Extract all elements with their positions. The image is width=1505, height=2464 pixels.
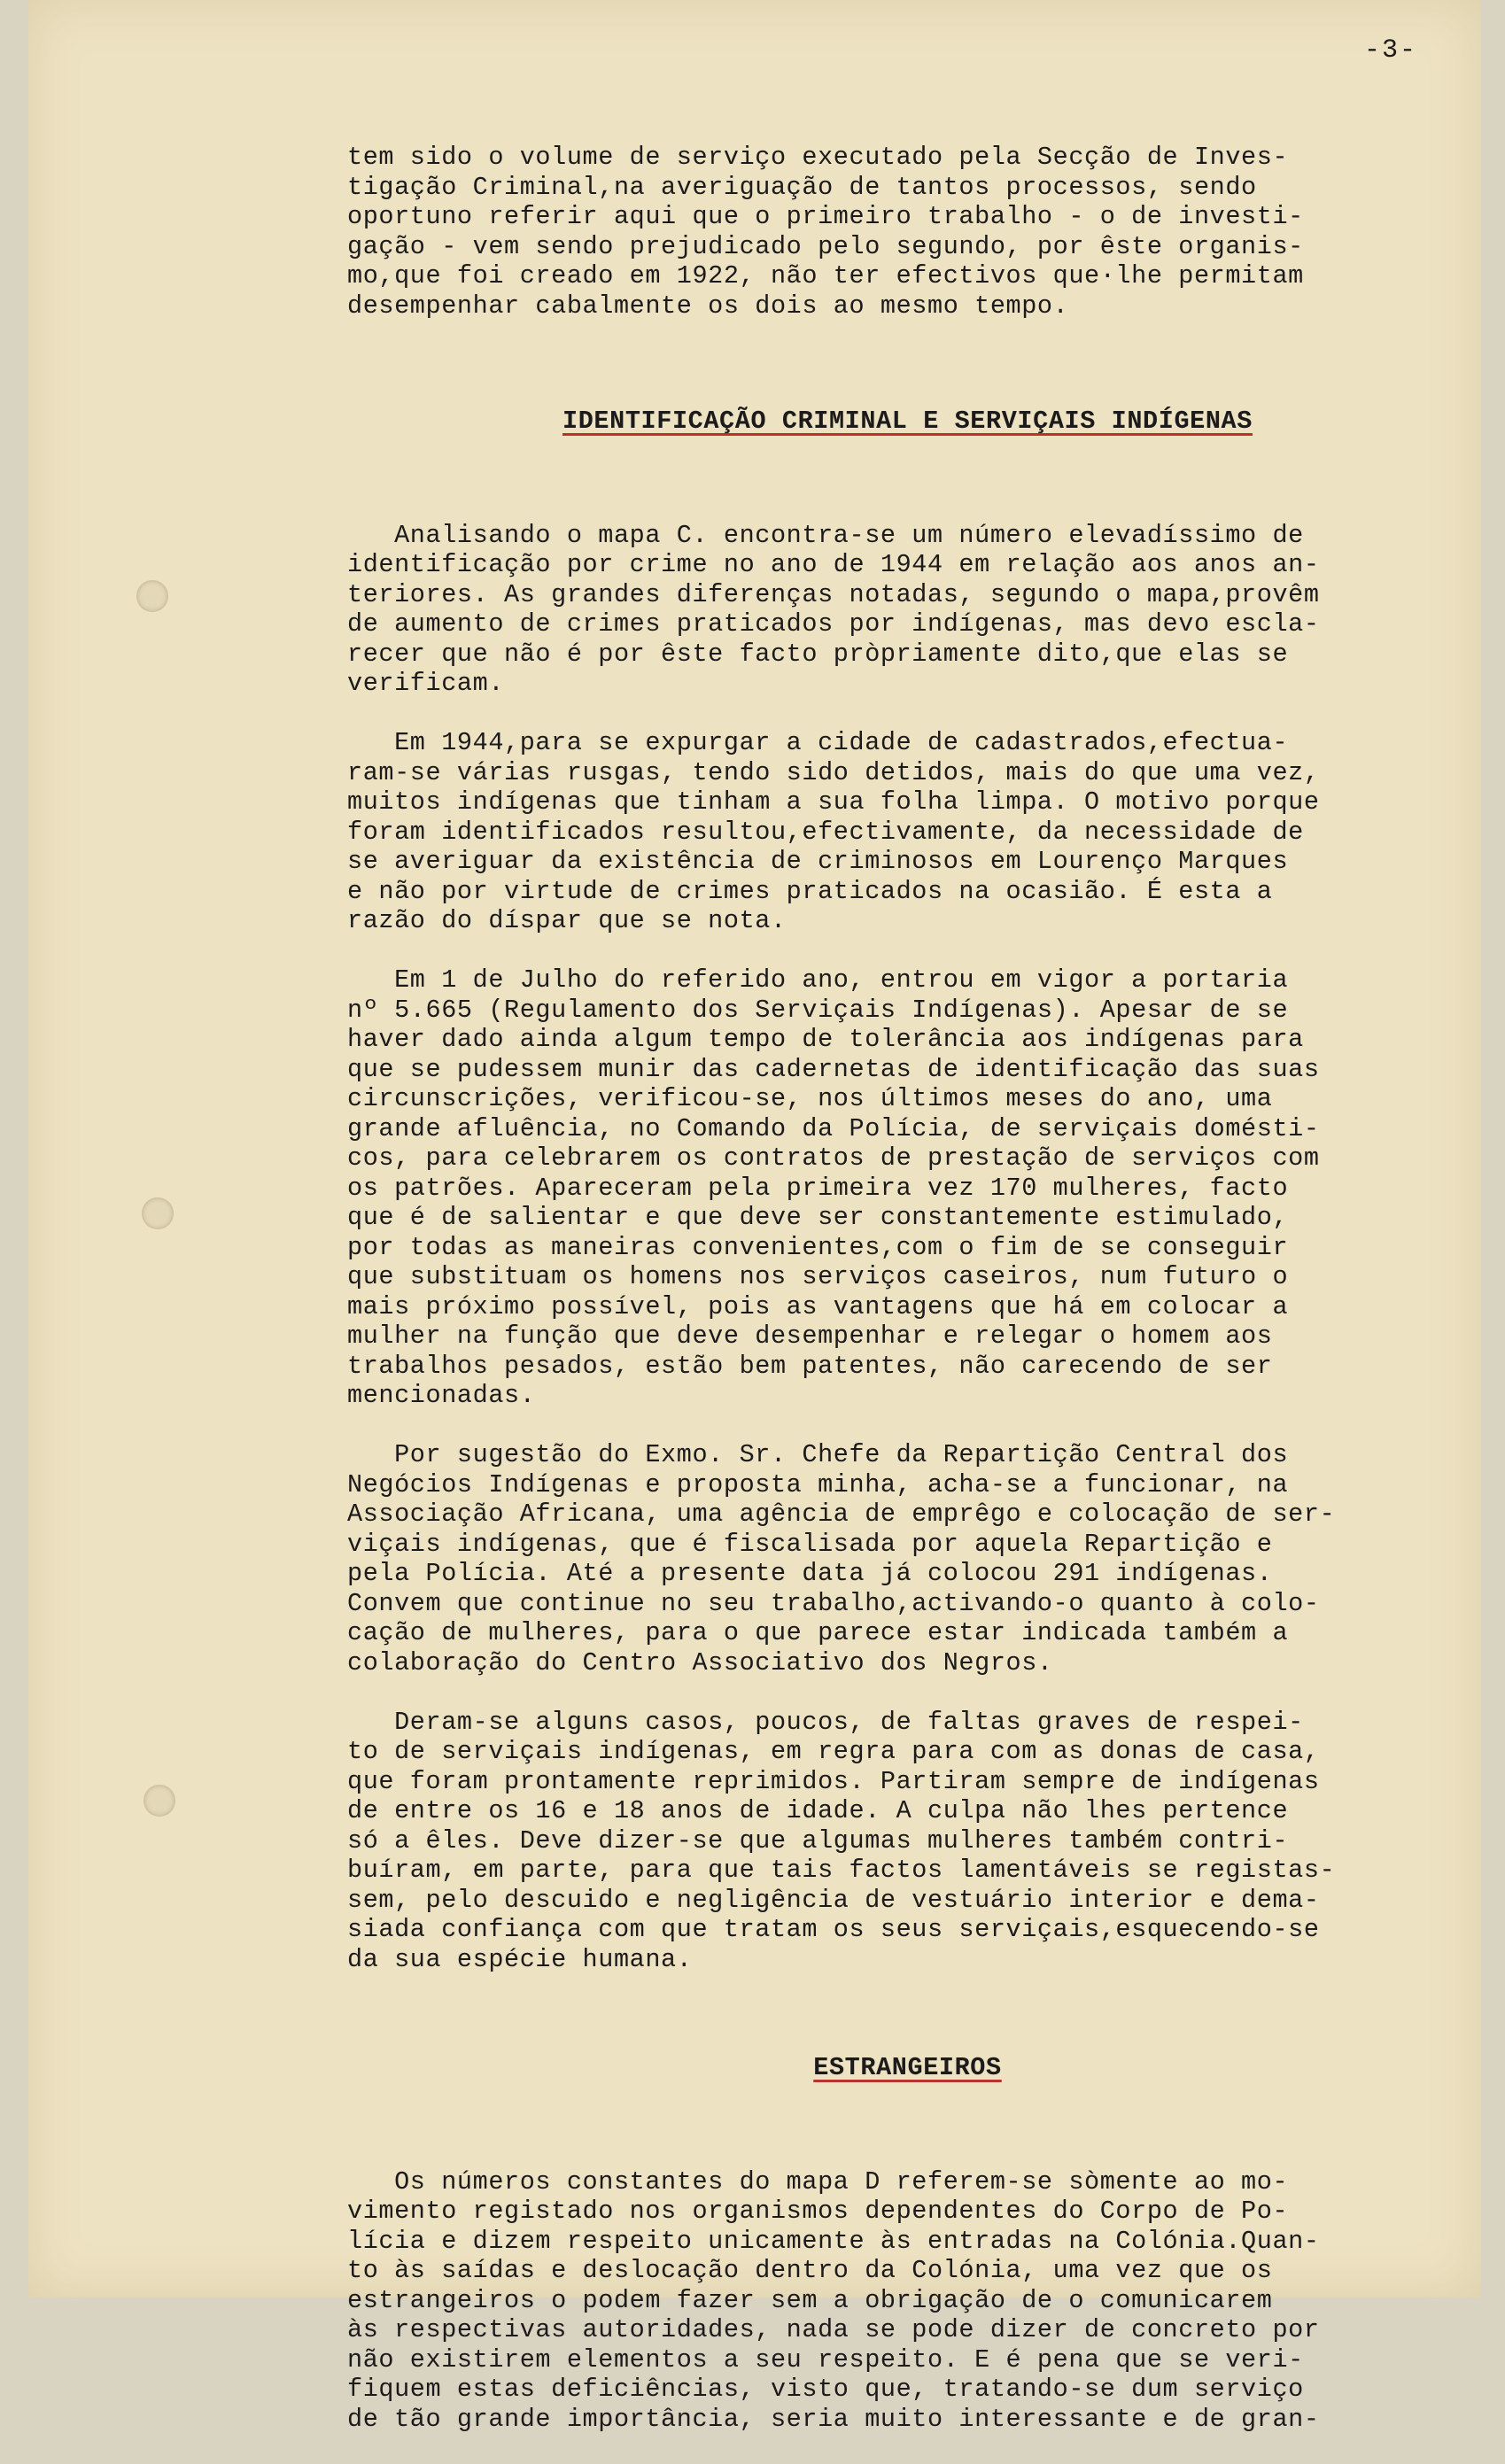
text-line: estrangeiros o podem fazer sem a obrigação de o comunicarem (347, 2285, 1273, 2315)
text-line: de aumento de crimes praticados por indígenas, mas devo escla- (347, 609, 1320, 639)
text-line: razão do díspar que se nota. (347, 906, 787, 935)
text-line: siada confiança com que tratam os seus serviçais,esquecendo-se (347, 1915, 1320, 1944)
section-heading-estrangeiros: ESTRANGEIROS (813, 2053, 1002, 2082)
text-line: identificação por crime no ano de 1944 em relação aos anos an- (347, 550, 1320, 579)
text-line: Analisando o mapa C. encontra-se um número elevadíssimo de (347, 520, 1304, 550)
text-line: mencionadas. (347, 1381, 536, 1410)
text-line: e não por virtude de crimes praticados na ocasião. É esta a (347, 876, 1273, 906)
paragraph-gap (347, 1411, 1468, 1441)
text-line: cação de mulheres, para o que parece estar indicada também a (347, 1618, 1289, 1647)
text-line: desempenhar cabalmente os dois ao mesmo tempo. (347, 291, 1069, 321)
text-line: recer que não é por êste facto pròpriamente dito,que elas se (347, 639, 1289, 669)
text-line: por todas as maneiras convenientes,com o fim de se conseguir (347, 1232, 1289, 1262)
text-line: Associação Africana, uma agência de emprêgo e colocação de ser- (347, 1499, 1336, 1529)
text-line: buíram, em parte, para que tais factos lamentáveis se registas- (347, 1856, 1336, 1885)
text-line: colaboração do Centro Associativo dos Negros. (347, 1647, 1053, 1678)
text-line: de entre os 16 e 18 anos de idade. A culpa não lhes pertence (347, 1796, 1289, 1825)
text-line: tigação Criminal,na averiguação de tantos processos, sendo (347, 172, 1257, 202)
punch-hole (142, 1197, 174, 1229)
section-identificacao-body (347, 521, 1468, 1975)
paragraph-gap (347, 936, 1468, 966)
text-line: mais próximo possível, pois as vantagens que há em colocar a (347, 1291, 1289, 1321)
text-line: só a êles. Deve dizer-se que algumas mulheres também contri- (347, 1825, 1289, 1856)
text-line: tem sido o volume de serviço executado pela Secção de Inves- (347, 143, 1289, 172)
text-line: mo,que foi creado em 1922, não ter efectivos que·lhe permitam (347, 261, 1304, 291)
text-line: circunscrições, verificou-se, nos últimos meses do ano, uma (347, 1084, 1273, 1113)
text-line: trabalhos pesados, estão bem patentes, não carecendo de ser (347, 1351, 1273, 1381)
text-line: Em 1 de Julho do referido ano, entrou em vigor a portaria (347, 965, 1289, 995)
text-line: que foram prontamente reprimidos. Partiram sempre de indígenas (347, 1766, 1320, 1796)
text-line: to às saídas e deslocação dentro da Colónia, uma vez que os (347, 2256, 1273, 2285)
section-estrangeiros-body (347, 2167, 1468, 2435)
paragraph (347, 728, 1468, 936)
paragraph (347, 1440, 1468, 1678)
text-line: os patrões. Apareceram pela primeira vez 170 mulheres, facto (347, 1173, 1289, 1203)
text-line: que é de salientar e que deve ser constantemente estimulado, (347, 1203, 1289, 1232)
text-line: Em 1944,para se expurgar a cidade de cadastrados,efectua- (347, 728, 1289, 757)
text-line: gação - vem sendo prejudicado pelo segundo, por êste organis- (347, 231, 1304, 261)
text-line: Negócios Indígenas e proposta minha, acha-se a funcionar, na (347, 1469, 1289, 1499)
paragraph-gap (347, 699, 1468, 729)
text-line: nº 5.665 (Regulamento dos Serviçais Indígenas). Apesar de se (347, 995, 1289, 1025)
paragraph (347, 1708, 1468, 1975)
text-line: que se pudessem munir das cadernetas de identificação das suas (347, 1054, 1320, 1084)
paragraph (347, 521, 1468, 699)
text-line: sem, pelo descuido e negligência de vestuário interior e dema- (347, 1885, 1320, 1915)
text-line: lícia e dizem respeito unicamente às entradas na Colónia.Quan- (347, 2226, 1320, 2256)
section-heading-identificacao: IDENTIFICAÇÃO CRIMINAL E SERVIÇAIS INDÍGENAS (562, 407, 1253, 436)
text-line: se averiguar da existência de criminosos em Lourenço Marques (347, 847, 1289, 876)
text-line: verificam. (347, 669, 505, 698)
text-line: pela Polícia. Até a presente data já colocou 291 indígenas. (347, 1559, 1273, 1588)
text-line: ram-se várias rusgas, tendo sido detidos, mais do que uma vez, (347, 757, 1320, 787)
text-line: oportuno referir aqui que o primeiro trabalho - o de investi- (347, 202, 1304, 231)
paragraph (347, 965, 1468, 1411)
text-line: foram identificados resultou,efectivamente, da necessidade de (347, 817, 1304, 847)
text-line: to de serviçais indígenas, em regra para com as donas de casa, (347, 1737, 1320, 1766)
intro-paragraph (347, 143, 1468, 321)
text-line: Convem que continue no seu trabalho,activando-o quanto à colo- (347, 1588, 1320, 1618)
text-line: teriores. As grandes diferenças notadas, segundo o mapa,provêm (347, 579, 1320, 609)
text-line: cos, para celebrarem os contratos de prestação de serviços com (347, 1143, 1320, 1173)
text-line: não existirem elementos a seu respeito. E é pena que se veri- (347, 2344, 1304, 2375)
text-line: às respectivas autoridades, nada se pode dizer de concreto por (347, 2315, 1320, 2344)
text-line: de tão grande importância, seria muito interessante e de gran- (347, 2404, 1320, 2434)
text-line: Por sugestão do Exmo. Sr. Chefe da Repartição Central dos (347, 1440, 1289, 1469)
text-line: vimento registado nos organismos dependentes do Corpo de Po- (347, 2197, 1289, 2226)
text-line: Deram-se alguns casos, poucos, de faltas graves de respei- (347, 1707, 1304, 1737)
text-line: Os números constantes do mapa D referem-se sòmente ao mo- (347, 2166, 1289, 2197)
document-body (347, 83, 1468, 2464)
punch-hole (144, 1785, 175, 1817)
text-line: haver dado ainda algum tempo de tolerância aos indígenas para (347, 1025, 1304, 1054)
page-number: -3- (1364, 35, 1418, 66)
text-line: viçais indígenas, que é fiscalisada por aquela Repartição e (347, 1529, 1273, 1559)
text-line: muitos indígenas que tinham a sua folha limpa. O motivo porque (347, 787, 1320, 817)
text-line: fiquem estas deficiências, visto que, tratando-se dum serviço (347, 2375, 1304, 2404)
paragraph-gap (347, 1678, 1468, 1708)
text-line: que substituam os homens nos serviços caseiros, num futuro o (347, 1262, 1289, 1291)
text-line: mulher na função que deve desempenhar e relegar o homem aos (347, 1321, 1273, 1351)
text-line: grande afluência, no Comando da Polícia, de serviçais domésti- (347, 1113, 1320, 1143)
text-line: da sua espécie humana. (347, 1944, 693, 1974)
punch-hole (136, 580, 168, 612)
